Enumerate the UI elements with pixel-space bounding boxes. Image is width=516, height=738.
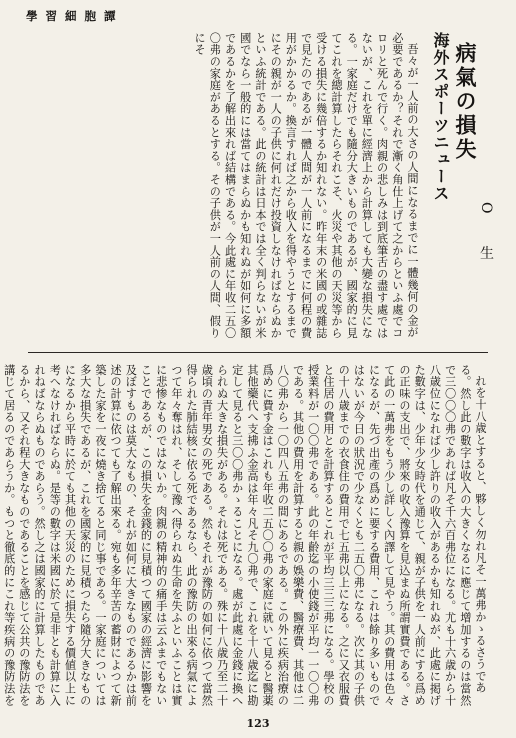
series-title: 海外スポーツニュース bbox=[431, 32, 450, 202]
lower-column-text bbox=[2, 364, 488, 708]
column-divider bbox=[28, 352, 488, 353]
article-author: O 生 bbox=[478, 202, 494, 274]
upper-column-text bbox=[28, 32, 420, 348]
running-header: 學 習 細 胞 譚 bbox=[26, 9, 118, 23]
article-title: 病氣の損失 bbox=[453, 42, 478, 162]
upper-paragraph: 吾々が一人前の大さの人間になるまでに一體幾何の金が必要であるか？それで漸く角仕上げて之からといふ處でコロリと死んで行く。肉親の悲しみは到底筆舌の盡す處ではないが、これを單に經濟上から計算しても大變な損失になる。一家庭だけでも隨分大きいものであるが、國家的に見てこれを總計算したらそれこそ、火災や其他の天災等から受ける損失に幾倍するか知れない。昨年末の米國の或雜誌で見たのであるが一體人間が一人前になるまでに何程の費用がかかるか。換言すれば之から收入を得やうとするまでにその親が一人の子供に何れだけ投資しなければならぬかといふ統計である。此の統計は日本では全く判らないが米國でなら一般的には當てはまらぬかも知れぬが如何に多額であるかを了解出來れば結構である。今此處に年收二五〇〇弗の家庭があるとする。その子供が一人前の人間、假りにそ bbox=[193, 32, 419, 339]
page-number: 123 bbox=[246, 717, 270, 730]
article-title-block bbox=[426, 32, 500, 348]
lower-paragraph: れを十八歳とすると、夥しく勿れ凡そ一萬弗かゝるさうである。然し此の數字は收入の大きくなるに應じて增加するのは當然で三〇〇〇弗であれば凡そ千六百弗位になる。尤も十六歳から十八歳位になれば少し許りの收入があるかも知れぬが、此處に掲げた數字は、少年少女時代を通じて、親が子供を一人前にする爲めの正味の支出で、將來の收入豫算を見込まぬ所謂實費である。さて此の一萬弗をもう少し詳しく內譯して見やう。其の費用は色々になるが、先づ出產の爲めに要する費用、これは餘り多いものではないが今日の狀況で少なくとも二五〇弗になる。次に其の子供の十八歳までの衣食住の費用で七五弗以上になる。之に又衣服費と住居の費用とを計算するとこれが平均三三三弗になる。學校の授業料が一〇〇弗である。此の年齡迄の小使錢が平均一一〇〇弗である。其他の費用を計算すると親の娛樂費、醫療費、其他は二八〇弗から一〇四八五弗の間にあるである。この外に疾病治療の爲めに費す金はこれも年收二五〇〇弗の家庭に就いて見ると醫薬其他藥代へ支拂ふ金高は年々凡そ九〇弗で、これを十八歳迄に勘定して見ると三〇〇弗かゝることになる。處が此處に金錢に換へられぬ大きな損失がある。それは死である。殊に十八歳乃至二十歳頃の青年男女の死である。然もそれが豫防の如何に依つて當然得られた肺結核に依る死であるなら、此の豫防の出來る病氣によつて年々奪はれ、そして豫へ得られぬ生命を失ふといふことは實に悲惨なものではないか。肉親の精神的の痛手は云ふまでもないことであるが、この損失を金錢的に見積つて國家の經濟に影響を及ぼすものは莫大なもの、それが如何に大きなものであるかは前述の計算に依つても了解出來る。宛も多年辛苦の蓄財によつて新築した家を一夜に燒き捨てると同じ事である。一家庭については多大な損失であるが、これを國家的に見積つたら隨分大きなものになるから平時に於ても其他の天災のために損失する價値以上に考へなければならぬ。是等の數字は米國に於て是非とも計算に入れねばならぬものであらう。然し之は國家的に計算したものであるから、又それ程大きなものであることを感じて公共の豫防法を講じて居るのであらうか。もつと徹底的にこれ等疾病の豫防法を bbox=[2, 364, 487, 707]
